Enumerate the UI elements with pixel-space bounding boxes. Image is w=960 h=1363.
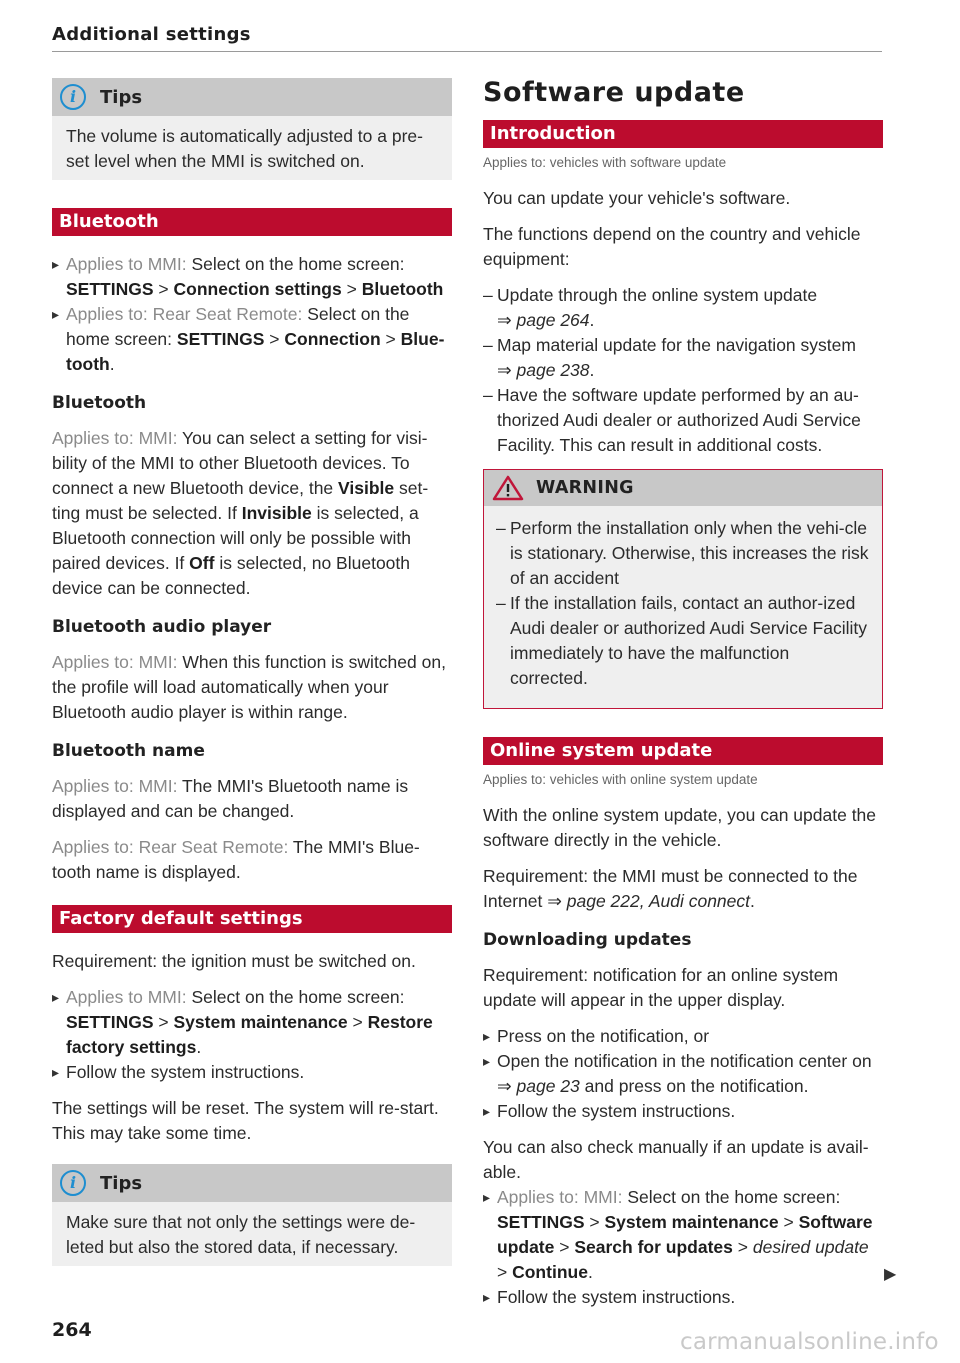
list-item: – Map material update for the navigation system ⇒ page 238. bbox=[483, 333, 883, 383]
section-bar-factory-default: Factory default settings bbox=[52, 905, 452, 933]
warning-body bbox=[484, 506, 882, 708]
list-item: – Have the software update performed by an au-thorized Audi dealer or authorized Audi Service Facility. This can result in additional costs. bbox=[483, 383, 883, 458]
paragraph-audio-player: Applies to: MMI: When this function is switched on, the profile will load automatically when your Bluetooth audio player is within range. bbox=[52, 652, 446, 722]
warning-box bbox=[483, 469, 883, 709]
section-bar-bluetooth: Bluetooth bbox=[52, 208, 452, 236]
page-reference-link[interactable]: ⇒ page 23 bbox=[497, 1076, 580, 1096]
running-header bbox=[52, 22, 882, 52]
list-item: – Perform the installation only when the vehi-cle is stationary. Otherwise, this increases the risk of an accident bbox=[496, 516, 870, 591]
subheading-downloading-updates: Downloading updates bbox=[483, 930, 692, 950]
list-item: ▸ Applies to: Rear Seat Remote: Select on the home screen: SETTINGS > Connection > Blue-tooth. bbox=[52, 302, 452, 377]
subheading-bluetooth: Bluetooth bbox=[52, 393, 147, 413]
bluetooth-steps bbox=[52, 252, 452, 377]
tips-title: Tips bbox=[100, 86, 143, 108]
paragraph-bluetooth-visibility: Applies to: MMI: You can select a setting for visi-bility of the MMI to other Bluetooth devices. To connect a new Bluetooth device, the Visible set-ting must be selected. If Invisible is selected, a Bluetooth connection will only be possible with paired devices. If Off is selected, no Bluetooth device can be connected. bbox=[52, 428, 429, 598]
list-item: ▸ Follow the system instructions. bbox=[483, 1285, 883, 1310]
subheading-bluetooth-name: Bluetooth name bbox=[52, 741, 205, 761]
list-item: ▸ Follow the system instructions. bbox=[52, 1060, 452, 1085]
download-steps bbox=[483, 1024, 883, 1124]
list-item: ▸ Press on the notification, or bbox=[483, 1024, 883, 1049]
paragraph-download-requirement: Requirement: notification for an online system update will appear in the upper display. bbox=[483, 965, 839, 1010]
chapter-title: Additional settings bbox=[52, 24, 251, 45]
info-icon: i bbox=[60, 84, 86, 110]
page-reference-link[interactable]: ⇒ page 222, Audi connect bbox=[547, 891, 751, 911]
paragraph-factory-reset-note: The settings will be reset. The system will re-start. This may take some time. bbox=[52, 1098, 439, 1143]
applies-note-introduction: Applies to: vehicles with software update bbox=[483, 155, 727, 170]
list-item: ▸ Applies to: MMI: Select on the home screen: SETTINGS > System maintenance > Software update > Search for updates > desired update > Continue. bbox=[483, 1185, 883, 1285]
paragraph-factory-requirement: Requirement: the ignition must be switched on. bbox=[52, 951, 416, 971]
watermark: carmanualsonline.info bbox=[680, 1329, 939, 1355]
list-item: ▸ Applies to MMI: Select on the home screen: SETTINGS > Connection settings > Bluetooth bbox=[52, 252, 452, 302]
manual-check-steps bbox=[483, 1185, 883, 1310]
tips-title: Tips bbox=[100, 1172, 143, 1194]
warning-header bbox=[484, 470, 882, 506]
paragraph-intro-2: The functions depend on the country and vehicle equipment: bbox=[483, 224, 861, 269]
tips-header bbox=[52, 1164, 452, 1202]
tips-box-volume bbox=[52, 78, 452, 180]
warning-title: WARNING bbox=[536, 477, 634, 498]
warning-triangle-icon bbox=[492, 475, 524, 501]
list-item: ▸ Follow the system instructions. bbox=[483, 1099, 883, 1124]
list-item: ▸ Open the notification in the notification center on ⇒ page 23 and press on the notification. bbox=[483, 1049, 883, 1099]
continue-arrow-icon: ▶ bbox=[884, 1266, 897, 1283]
left-column bbox=[52, 78, 452, 1294]
right-column bbox=[483, 78, 883, 1321]
subheading-audio-player: Bluetooth audio player bbox=[52, 617, 272, 637]
factory-steps bbox=[52, 985, 452, 1085]
section-bar-introduction: Introduction bbox=[483, 120, 883, 148]
tips-header bbox=[52, 78, 452, 116]
list-item: – Update through the online system update ⇒ page 264. bbox=[483, 283, 883, 333]
update-methods-list bbox=[483, 283, 883, 458]
page-title: Software update bbox=[483, 77, 745, 108]
info-icon: i bbox=[60, 1170, 86, 1196]
tips-box-stored-data bbox=[52, 1164, 452, 1266]
paragraph-online-requirement: Requirement: the MMI must be connected to the Internet ⇒ page 222, Audi connect. bbox=[483, 866, 858, 911]
paragraph-online-1: With the online system update, you can update the software directly in the vehicle. bbox=[483, 805, 877, 850]
paragraph-intro-1: You can update your vehicle's software. bbox=[483, 188, 791, 208]
page-reference-link[interactable]: ⇒ page 238 bbox=[497, 360, 590, 380]
list-item: ▸ Applies to MMI: Select on the home screen: SETTINGS > System maintenance > Restore factory settings. bbox=[52, 985, 452, 1060]
page-reference-link[interactable]: ⇒ page 264 bbox=[497, 310, 590, 330]
page-number: 264 bbox=[52, 1319, 92, 1341]
paragraph-bluetooth-name-remote: Applies to: Rear Seat Remote: The MMI's Blue-tooth name is displayed. bbox=[52, 837, 420, 882]
paragraph-bluetooth-name-mmi: Applies to: MMI: The MMI's Bluetooth name is displayed and can be changed. bbox=[52, 776, 409, 821]
tips-text: The volume is automatically adjusted to a pre-set level when the MMI is switched on. bbox=[66, 126, 423, 171]
warning-list bbox=[496, 516, 870, 691]
list-item: – If the installation fails, contact an author-ized Audi dealer or authorized Audi Service Facility immediately to have the malfunction corrected. bbox=[496, 591, 870, 691]
section-bar-online-update: Online system update bbox=[483, 737, 883, 765]
paragraph-manual-check: You can also check manually if an update is avail-able. bbox=[483, 1137, 869, 1182]
tips-text: Make sure that not only the settings were de-leted but also the stored data, if necessary. bbox=[66, 1212, 416, 1257]
applies-note-online-update: Applies to: vehicles with online system update bbox=[483, 772, 758, 787]
